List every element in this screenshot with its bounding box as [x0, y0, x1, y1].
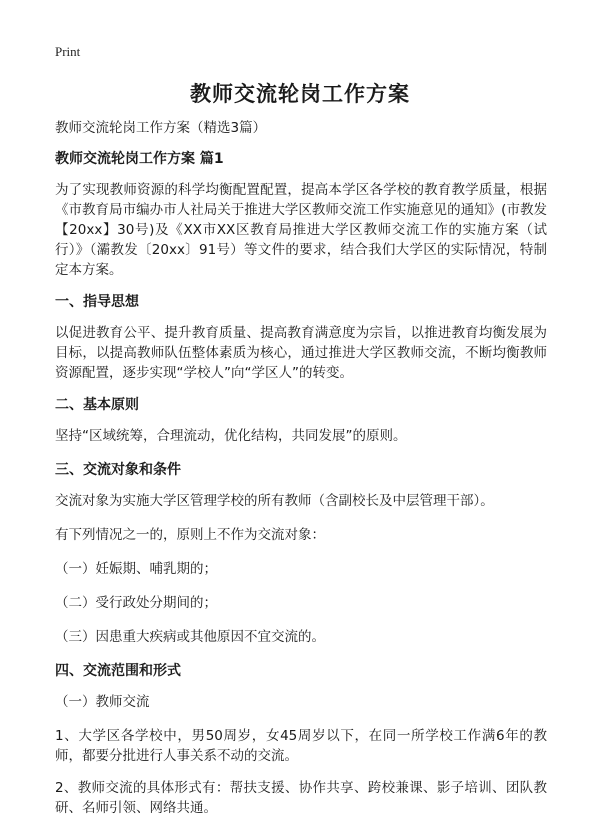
guiding-ideology-paragraph: 以促进教育公平、提升教育质量、提高教育满意度为宗旨，以推进教育均衡发展为目标，以提高教师队伍整体素质为核心，通过推进大学区教师交流，不断均衡教师资源配置，逐步实现“学校人”向“学区人”的转变。: [55, 325, 547, 381]
exchange-scope-subheading: （一）教师交流: [55, 694, 150, 710]
exclusion-item-1: （一）妊娠期、哺乳期的；: [55, 561, 217, 577]
exclusion-intro-paragraph: 有下列情况之一的，原则上不作为交流对象：: [55, 527, 325, 543]
document-subtitle: 教师交流轮岗工作方案（精选3篇）: [55, 120, 267, 136]
section-heading-exchange-scope: 四、交流范围和形式: [55, 663, 181, 679]
exclusion-item-3: （三）因患重大疾病或其他原因不宜交流的。: [55, 629, 325, 645]
print-link[interactable]: Print: [55, 44, 81, 59]
page-title: 教师交流轮岗工作方案: [190, 82, 410, 106]
exchange-scope-paragraph-1: 1、大学区各学校中，男50周岁，女45周岁以下，在同一所学校工作满6年的教师，都要分批进行人事关系不动的交流。: [55, 728, 547, 764]
document-body: [55, 118, 547, 830]
section-heading-guiding-ideology: 一、指导思想: [55, 294, 139, 310]
section-heading-basic-principles: 二、基本原则: [55, 397, 139, 413]
intro-paragraph: 为了实现教师资源的科学均衡配置配置，提高本学区各学校的教育教学质量，根据《市教育局市编办市人社局关于推进大学区教师交流工作实施意见的通知》(市教发【20xx】30号)及《XX市XX区教育局推进大学区教师交流工作的实施方案（试行）》（灞教发〔20xx〕91号）等文件的要求，结合我们大学区的实际情况，特制定本方案。: [55, 182, 547, 278]
exclusion-item-2: （二）受行政处分期间的；: [55, 595, 217, 611]
exchange-objects-paragraph: 交流对象为实施大学区管理学校的所有教师（含副校长及中层管理干部）。: [55, 493, 494, 509]
basic-principles-paragraph: 坚持“区域统筹，合理流动，优化结构，共同发展”的原则。: [55, 428, 407, 444]
exchange-scope-paragraph-2: 2、教师交流的具体形式有：帮扶支援、协作共享、跨校兼课、影子培训、团队教研、名师引领、网络共通。: [55, 780, 547, 816]
section-heading-exchange-objects: 三、交流对象和条件: [55, 462, 181, 478]
article-heading: 教师交流轮岗工作方案 篇1: [55, 151, 224, 167]
